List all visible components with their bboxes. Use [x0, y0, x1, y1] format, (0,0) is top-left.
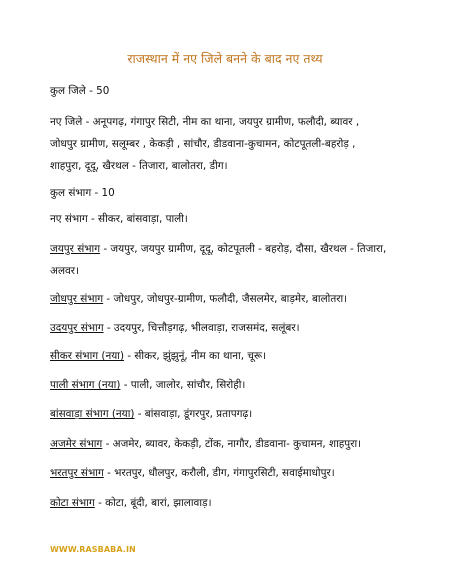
division-districts: - कोटा, बूंदी, बारां, झालावाड़। [94, 497, 212, 509]
total-districts: कुल जिले - 50 [50, 85, 110, 97]
division-name: पाली संभाग (नया) [50, 379, 121, 391]
division-kota [50, 497, 212, 510]
division-name: अजमेर संभाग [50, 438, 103, 450]
division-jodhpur [50, 293, 347, 306]
division-bharatpur [50, 467, 335, 480]
division-pali [50, 379, 245, 392]
division-name: सीकर संभाग (नया) [50, 350, 125, 362]
division-districts: - अजमेर, ब्यावर, केकड़ी, टोंक, नागौर, डीडवाना- कुचामन, शाहपुरा। [102, 438, 362, 450]
total-divisions: कुल संभाग - 10 [50, 187, 115, 199]
division-name: उदयपुर संभाग [50, 322, 104, 334]
footer-website-link[interactable]: WWW.RASBABA.IN [50, 545, 136, 554]
division-districts: - जयपुर, जयपुर ग्रामीण, दूदू, कोटपूतली - बहरोड़, दौसा, खैरथल - तिजारा, [100, 243, 387, 255]
division-jaipur [50, 243, 386, 256]
division-districts: - भरतपुर, धौलपुर, करौली, डीग, गंगापुरसिटी, सवाईमाधोपुर। [103, 467, 335, 479]
new-districts-line-3: शाहपुरा, दूदू, खैरथल - तिजारा, बालोतरा, डीग। [50, 160, 228, 172]
division-name: जयपुर संभाग [50, 243, 101, 255]
new-districts-line-2: जोधपुर ग्रामीण, सलूम्बर , केकड़ी , सांचौर, डीडवाना-कुचामन, कोटपूतली-बहरोड़ , [50, 138, 356, 150]
division-banswara [50, 408, 252, 421]
division-districts: - सीकर, झुंझुनूं, नीम का थाना, चूरू। [124, 350, 266, 362]
division-districts: - बांसवाड़ा, डूंगरपुर, प्रतापगढ़। [134, 408, 253, 420]
division-sikar [50, 350, 266, 363]
division-name: जोधपुर संभाग [50, 293, 104, 305]
page-title: राजस्थान में नए जिले बनने के बाद नए तथ्य [127, 51, 323, 66]
division-jaipur-continued: अलवर। [50, 265, 79, 277]
division-districts: - उदयपुर, चित्तौड़गढ़, भीलवाड़ा, राजसमंद, सलूंबर। [103, 322, 300, 334]
division-udaipur [50, 322, 300, 335]
division-districts: - पाली, जालोर, सांचौर, सिरोही। [120, 379, 246, 391]
new-divisions: नए संभाग - सीकर, बांसवाड़ा, पाली। [50, 213, 188, 225]
division-name: भरतपुर संभाग [50, 467, 104, 479]
division-name: कोटा संभाग [50, 497, 95, 509]
new-districts-line-1: नए जिले - अनूपगढ़, गंगापुर सिटी, नीम का थाना, जयपुर ग्रामीण, फलौदी, ब्यावर , [50, 116, 360, 128]
division-name: बांसवाड़ा संभाग (नया) [50, 408, 135, 420]
division-ajmer [50, 438, 361, 451]
division-districts: - जोधपुर, जोधपुर-ग्रामीण, फलौदी, जैसलमेर, बाड़मेर, बालोतरा। [103, 293, 348, 305]
